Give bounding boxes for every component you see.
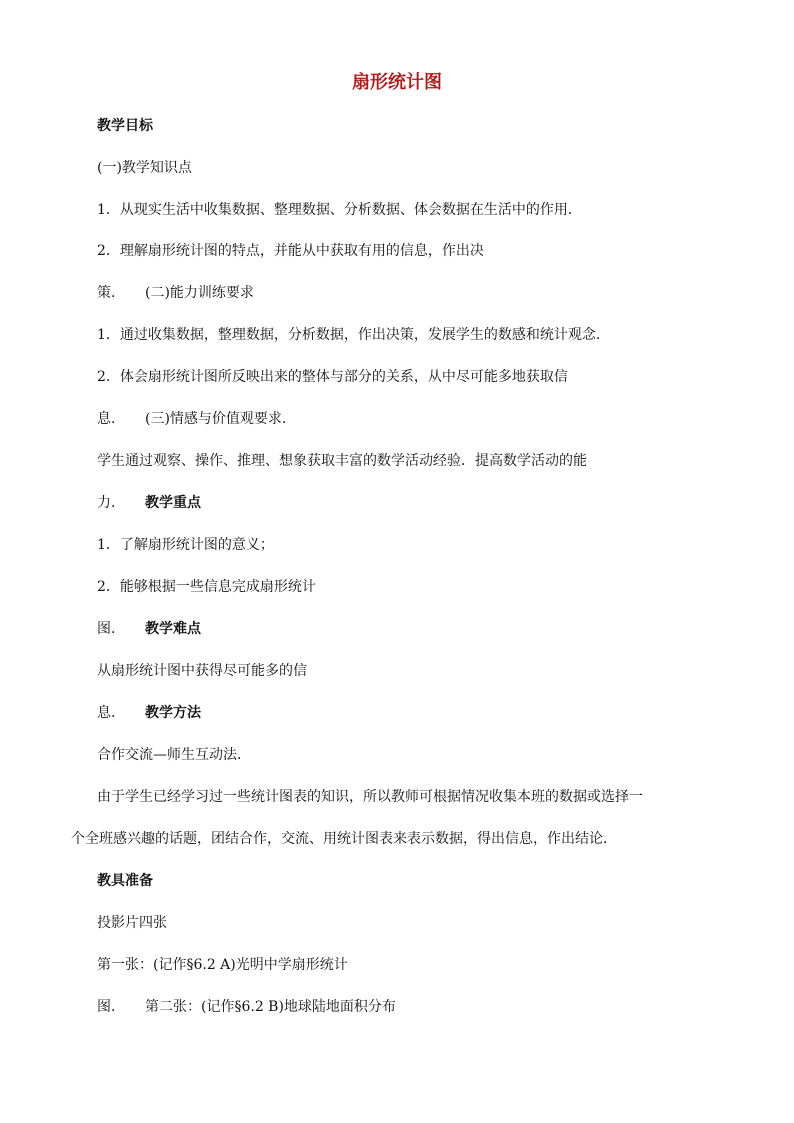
paragraph-line: 2．体会扇形统计图所反映出来的整体与部分的关系，从中尽可能多地获取信 <box>97 369 568 385</box>
paragraph-line <box>97 619 201 639</box>
paragraph-line: 学生通过观察、操作、推理、想象获取丰富的数学活动经验．提高数学活动的能 <box>97 453 587 469</box>
line-fragment: 息． <box>97 411 125 427</box>
paragraph-line <box>97 703 201 723</box>
paragraph-line <box>97 409 296 429</box>
line-fragment: 第二张：(记作§6.2 B)地球陆地面积分布 <box>145 999 396 1015</box>
paragraph-line: 2．能够根据一些信息完成扇形统计 <box>97 579 316 595</box>
paragraph-line: 由于学生已经学习过一些统计图表的知识，所以教师可根据情况收集本班的数据或选择一 <box>97 789 643 805</box>
heading-key-points: 教学重点 <box>145 495 201 511</box>
paragraph-line: 投影片四张 <box>97 915 167 931</box>
paragraph-line <box>97 997 396 1017</box>
paragraph-line: 1．了解扇形统计图的意义； <box>97 537 274 553</box>
line-fragment: 图． <box>97 999 125 1015</box>
heading-teaching-aids: 教具准备 <box>97 873 153 889</box>
paragraph-line <box>97 493 201 513</box>
paragraph-line: 从扇形统计图中获得尽可能多的信 <box>97 663 307 679</box>
heading-teaching-goals: 教学目标 <box>97 118 153 134</box>
line-fragment: 策． <box>97 285 125 301</box>
line-fragment: 息． <box>97 705 125 721</box>
paragraph-line: 合作交流—师生互动法． <box>97 747 251 763</box>
heading-teaching-methods: 教学方法 <box>145 705 201 721</box>
subheading-knowledge-points: (一)教学知识点 <box>97 160 192 176</box>
paragraph-line <box>97 283 254 303</box>
paragraph-line: 2．理解扇形统计图的特点，并能从中获取有用的信息，作出决 <box>97 243 484 259</box>
document-title: 扇形统计图 <box>352 72 442 93</box>
line-fragment: 图． <box>97 621 125 637</box>
paragraph-line: 1．通过收集数据，整理数据，分析数据，作出决策，发展学生的数感和统计观念． <box>97 327 610 343</box>
paragraph-line: 个全班感兴趣的话题，团结合作，交流、用统计图表来表示数据，得出信息，作出结论． <box>71 831 617 847</box>
subheading-emotion-values: (三)情感与价值观要求． <box>145 411 296 427</box>
heading-difficulties: 教学难点 <box>145 621 201 637</box>
paragraph-line: 第一张：(记作§6.2 A)光明中学扇形统计 <box>97 957 348 973</box>
paragraph-line: 1．从现实生活中收集数据、整理数据、分析数据、体会数据在生活中的作用． <box>97 202 582 218</box>
subheading-ability-requirements: (二)能力训练要求 <box>145 285 254 301</box>
line-fragment: 力． <box>97 495 125 511</box>
